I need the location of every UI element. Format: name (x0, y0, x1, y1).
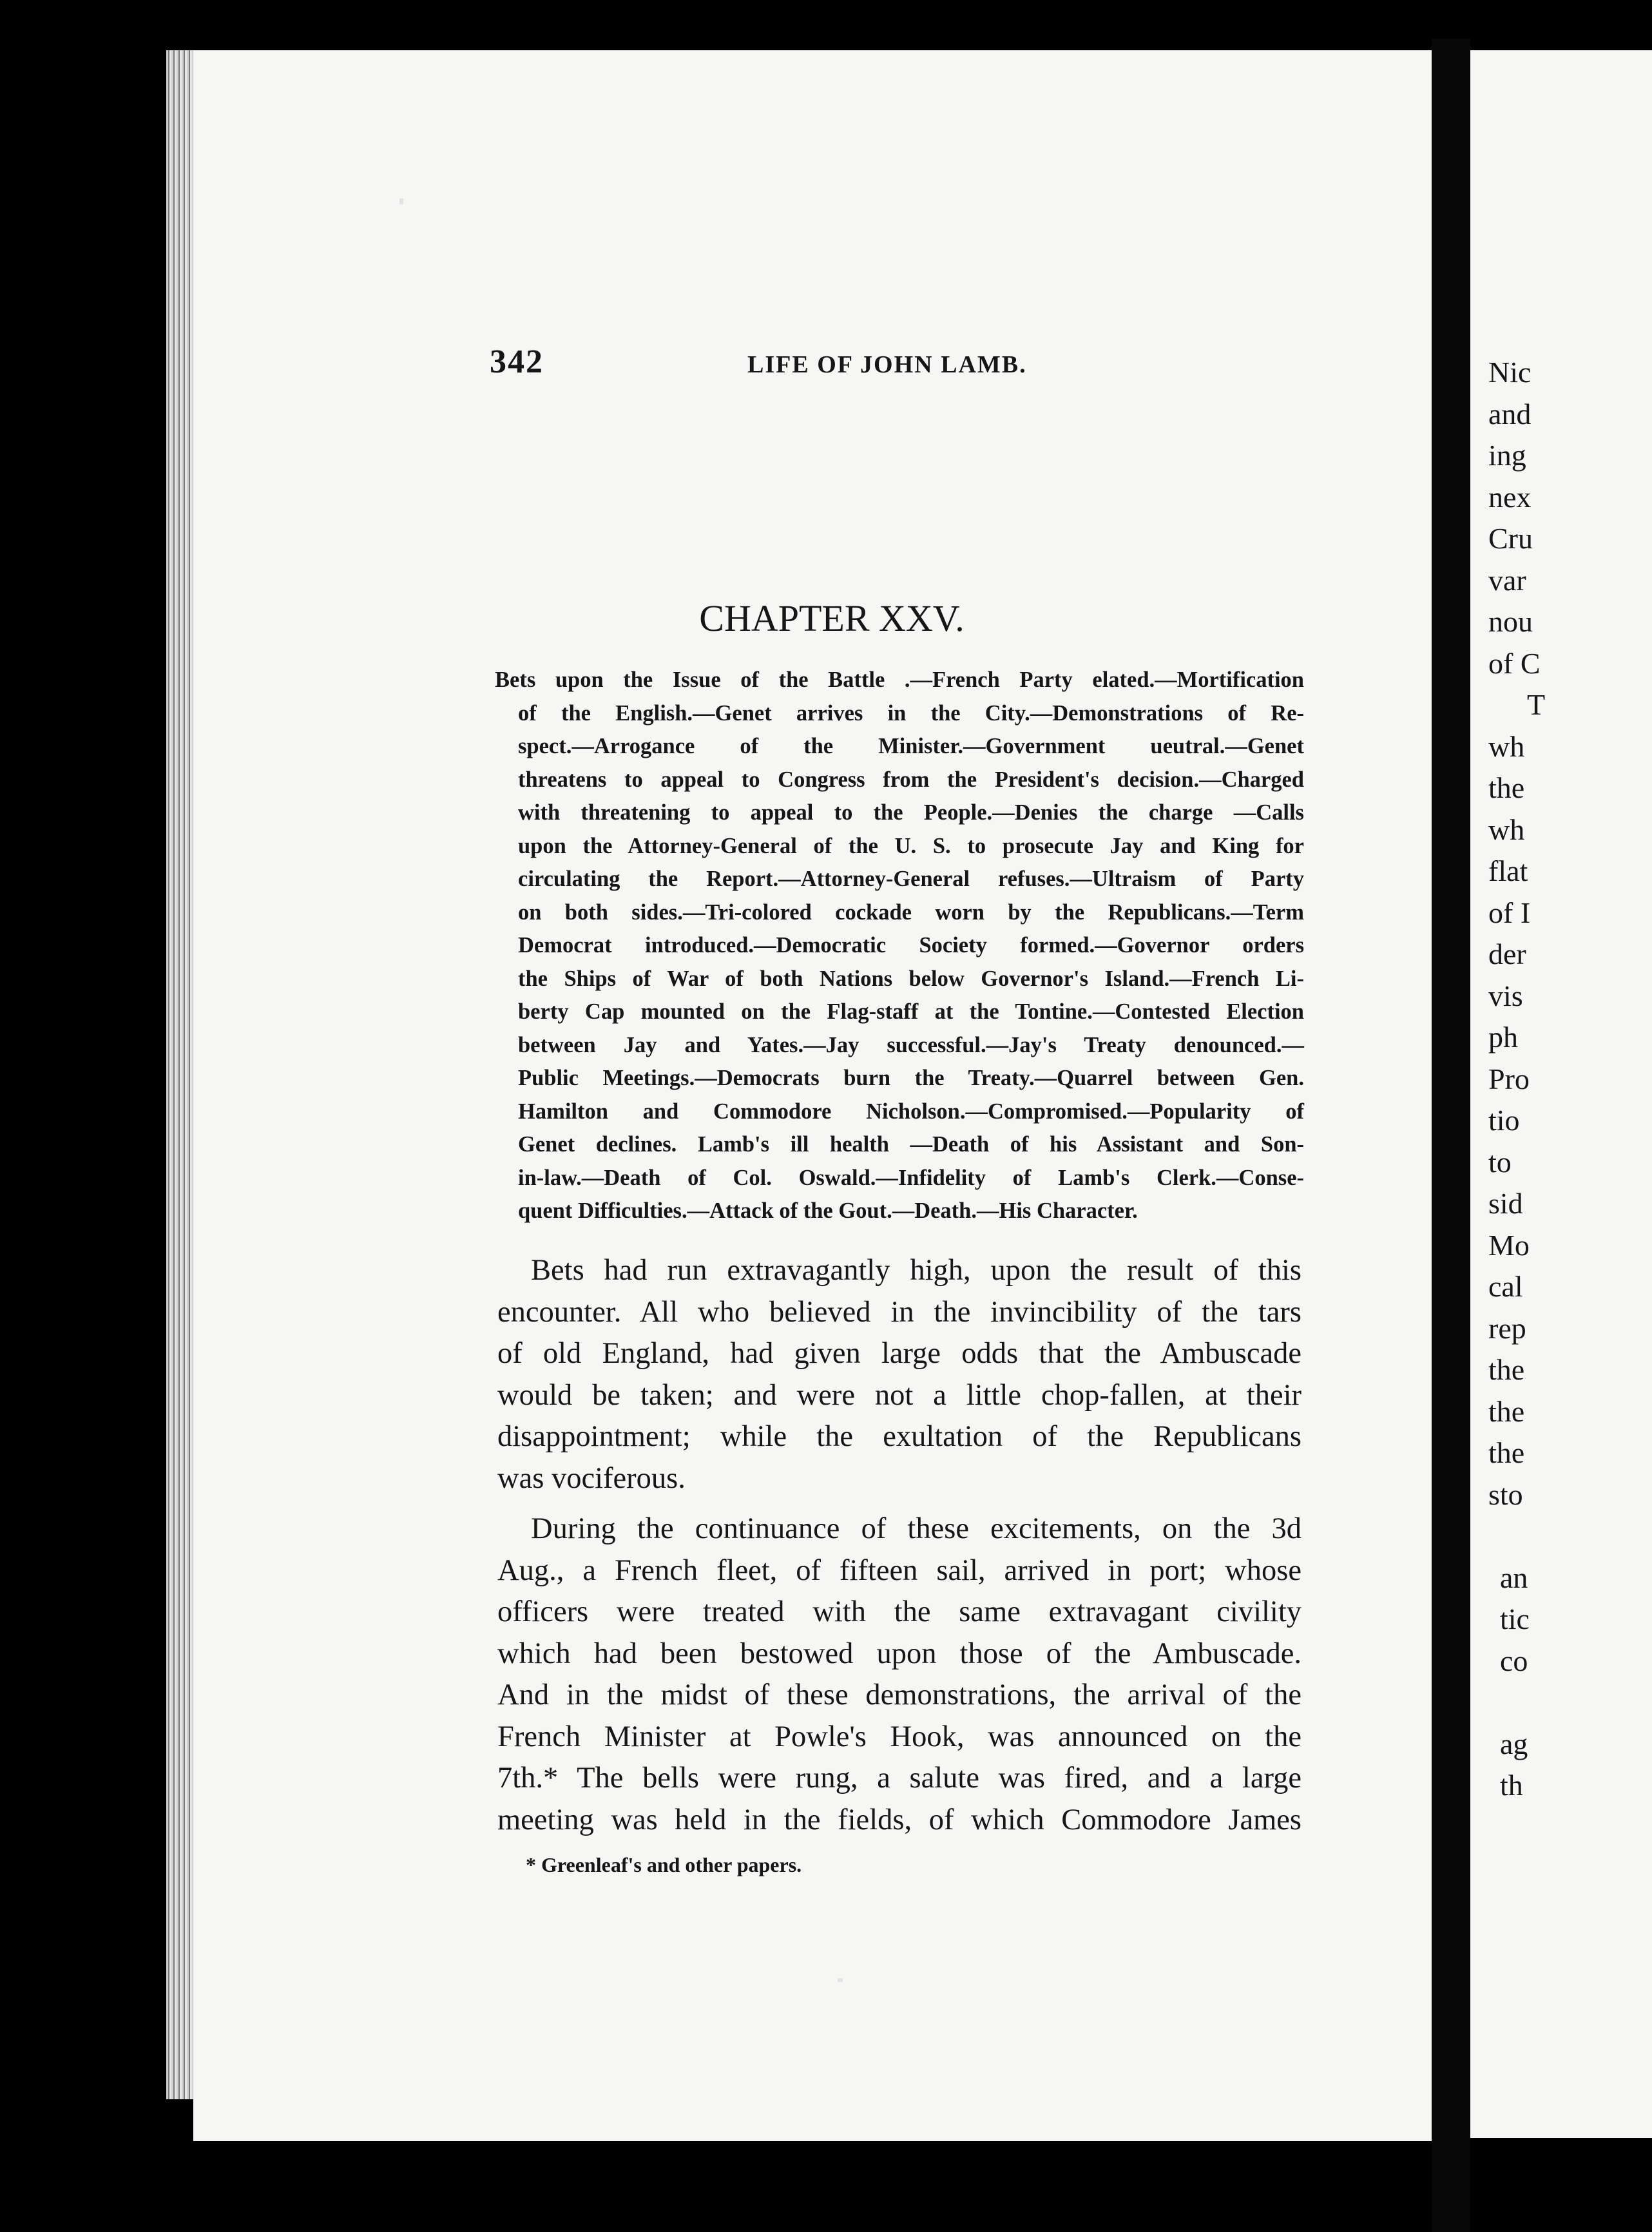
right-page-line: an (1500, 1561, 1528, 1594)
synopsis-line: threatens to appeal to Congress from the President's decision.—Charged (518, 767, 1304, 792)
running-title: LIFE OF JOHN LAMB. (747, 351, 1027, 378)
right-page-line (1488, 1515, 1545, 1557)
synopsis-line: spect.—Arrogance of the Minister.—Government ueutral.—Genet (518, 734, 1304, 758)
right-page-line: of C (1488, 646, 1541, 680)
right-page-line: var (1488, 563, 1526, 597)
right-page (1470, 50, 1652, 2138)
synopsis-line: Public Meetings.—Democrats burn the Treaty.—Quarrel between Gen. (518, 1066, 1304, 1090)
page-number: 342 (490, 343, 544, 380)
right-page-line: and (1488, 397, 1532, 430)
margin-spot (838, 1978, 843, 1982)
synopsis-line: upon the Attorney-General of the U. S. to prosecute Jay and King for (518, 833, 1304, 858)
paragraph-2-line: which had been bestowed upon those of the Ambuscade. (497, 1637, 1301, 1670)
synopsis-line: berty Cap mounted on the Flag-staff at the Tontine.—Contested Election (518, 999, 1304, 1024)
paragraph-1-line: encounter. All who believed in the invincibility of the tars (497, 1295, 1301, 1329)
paragraph-1-line: disappointment; while the exultation of the Republicans (497, 1420, 1301, 1453)
right-page-line: vis (1488, 979, 1523, 1012)
right-page-line: der (1488, 938, 1526, 970)
paragraph-1-line: Bets had run extravagantly high, upon the result of this (531, 1254, 1301, 1287)
right-page-line: the (1488, 1394, 1525, 1428)
paragraph-2-line: During the continuance of these excitements, on the 3d (531, 1512, 1301, 1545)
book-gutter (1432, 39, 1470, 2232)
left-page (193, 50, 1432, 2141)
synopsis-line: Genet declines. Lamb's ill health —Death of his Assistant and Son- (518, 1132, 1304, 1157)
body-text (497, 1250, 1301, 1841)
footnote: * Greenleaf's and other papers. (526, 1853, 802, 1876)
paragraph-1-line: was vociferous. (497, 1461, 686, 1495)
right-page-line: Nic (1488, 356, 1532, 389)
paragraph-1-line: would be taken; and were not a little chop-fallen, at their (497, 1378, 1301, 1412)
paragraph-2-line: 7th.* The bells were rung, a salute was fired, and a large (497, 1762, 1301, 1794)
right-page-line: ag (1500, 1727, 1528, 1760)
chapter-synopsis (495, 664, 1304, 1228)
right-page-line: Cru (1488, 522, 1533, 555)
paragraph-2-line: Aug., a French fleet, of fifteen sail, arrived in port; whose (497, 1554, 1301, 1587)
right-page-line: th (1500, 1769, 1523, 1802)
synopsis-line: in-law.—Death of Col. Oswald.—Infidelity of Lamb's Clerk.—Conse- (518, 1165, 1304, 1190)
right-page-line: wh (1488, 813, 1525, 846)
right-page-line: Pro (1488, 1062, 1530, 1095)
right-page-line (1488, 1682, 1545, 1724)
right-page-line: rep (1488, 1311, 1526, 1345)
paragraph-2-line: meeting was held in the fields, of which Commodore James (497, 1803, 1301, 1836)
right-page-line: the (1488, 1353, 1525, 1386)
synopsis-line: quent Difficulties.—Attack of the Gout.—Death.—His Character. (518, 1198, 1138, 1223)
right-page-line: T (1527, 688, 1546, 721)
right-page-line: the (1488, 1436, 1525, 1469)
right-page-line: sid (1488, 1187, 1523, 1220)
synopsis-line: with threatening to appeal to the People.—Denies the charge —Calls (518, 800, 1304, 825)
right-page-line: nex (1488, 480, 1532, 514)
right-page-line: tic (1500, 1602, 1530, 1635)
right-page-text (1488, 352, 1545, 1807)
right-page-line: sto (1488, 1477, 1523, 1511)
running-head (193, 343, 1432, 388)
paragraph-2-line: And in the midst of these demonstrations, the arrival of the (497, 1679, 1301, 1711)
margin-spot (399, 198, 403, 204)
synopsis-line: the Ships of War of both Nations below Governor's Island.—French Li- (518, 966, 1304, 991)
synopsis-line: Hamilton and Commodore Nicholson.—Compromised.—Popularity of (518, 1099, 1304, 1124)
chapter-title: CHAPTER XXV. (699, 597, 965, 639)
right-page-line: ph (1488, 1021, 1518, 1053)
synopsis-line: Democrat introduced.—Democratic Society formed.—Governor orders (518, 933, 1304, 957)
right-page-line: wh (1488, 729, 1525, 763)
right-page-line: the (1488, 771, 1525, 804)
paragraph-1-line: of old England, had given large odds that the Ambuscade (497, 1337, 1301, 1370)
synopsis-line: between Jay and Yates.—Jay successful.—Jay's Treaty denounced.— (518, 1032, 1304, 1057)
synopsis-line: circulating the Report.—Attorney-General refuses.—Ultraism of Party (518, 867, 1304, 891)
right-page-line: to (1488, 1145, 1512, 1179)
right-page-line: tio (1488, 1104, 1520, 1137)
right-page-line: cal (1488, 1270, 1523, 1303)
synopsis-line: of the English.—Genet arrives in the City.—Demonstrations of Re- (518, 700, 1304, 726)
right-page-line: co (1500, 1644, 1528, 1677)
synopsis-line: on both sides.—Tri-colored cockade worn by the Republicans.—Term (518, 900, 1304, 925)
right-page-line: of I (1488, 896, 1531, 929)
right-page-line: flat (1488, 854, 1528, 887)
paragraph-2-line: officers were treated with the same extravagant civility (497, 1595, 1301, 1628)
right-page-line: nou (1488, 605, 1533, 638)
right-page-line: Mo (1488, 1228, 1530, 1262)
paragraph-2-line: French Minister at Powle's Hook, was announced on the (497, 1720, 1301, 1753)
right-page-line: ing (1488, 439, 1526, 472)
synopsis-line: Bets upon the Issue of the Battle .—French Party elated.—Mortification (495, 668, 1304, 692)
